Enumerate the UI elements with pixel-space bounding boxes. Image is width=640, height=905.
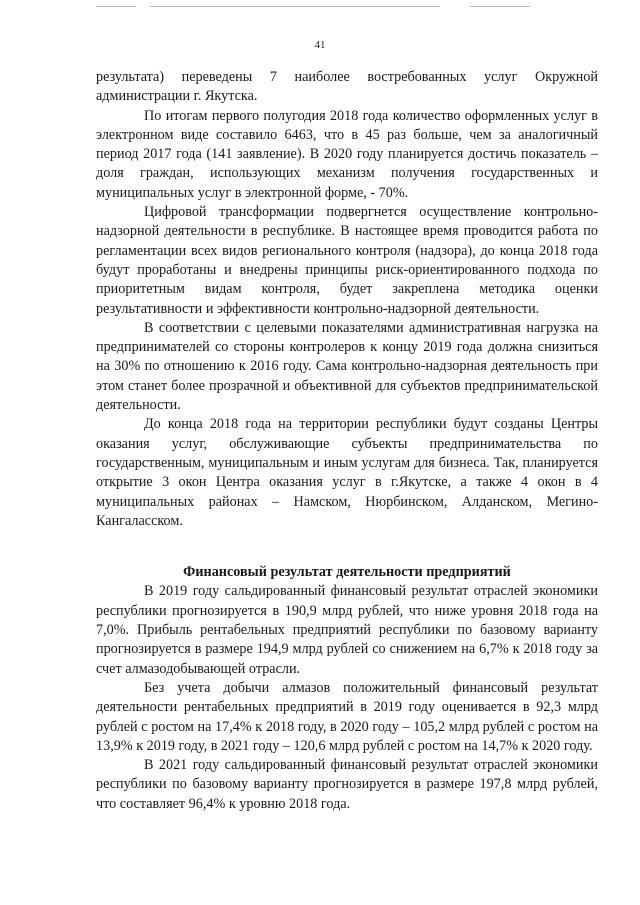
document-body bbox=[96, 68, 598, 814]
paragraph-administrative-load: В соответствии с целевыми показателями административная нагрузка на предпринимателей со стороны контролеров к концу 2019 года должна снизиться на 30% по отношению к 2016 году. Сама контрольно-надзорная деятельность при этом станет более прозрачной и объективной для субъектов предпринимательской деятельности. bbox=[96, 319, 598, 414]
section-heading: Финансовый результат деятельности предприятий bbox=[183, 564, 511, 581]
paragraph-financial-result-2019: В 2019 году сальдированный финансовый результат отраслей экономики республики прогнозируется в 190,9 млрд рублей, что ниже уровня 2018 года на 7,0%. Прибыль рентабельных предприятий республики по базовому варианту прогнозируется в размере 194,9 млрд рублей со снижением на 6,7% к 2018 году за счет алмазодобывающей отрасли. bbox=[96, 583, 598, 677]
paragraph-profitable-enterprises: Без учета добычи алмазов положительный финансовый результат деятельности рентабельных предприятий в 2019 году оценивается в 92,3 млрд рублей с ростом на 17,4% к 2018 году, в 2020 году – 105,2 млрд рублей с ростом на 13,9% к 2019 году, в 2021 году – 120,6 млрд рублей с ростом на 14,7% к 2020 году. bbox=[96, 679, 598, 754]
paragraph-digital-transformation: Цифровой трансформации подвергнется осуществление контрольно-надзорной деятельности в республике. В настоящее время проводится работа по регламентации всех видов регионального контроля (надзора), до конца 2018 года будут проработаны и внедрены принципы риск-ориентированного подхода по приоритетным видам контроля, будет закреплена методика оценки результативности и эффективности контрольно-надзорной деятельности. bbox=[96, 204, 598, 317]
paragraph-electronic-services: По итогам первого полугодия 2018 года количество оформленных услуг в электронном виде составило 6463, что в 45 раз больше, чем за аналогичный период 2017 года (141 заявление). В 2020 году планируется достичь показатель – доля граждан, использующих механизм получения государственных и муниципальных услуг в электронной форме, - 70%. bbox=[96, 107, 598, 201]
scan-artifact-line bbox=[150, 6, 440, 7]
paragraph-continued: результата) переведены 7 наиболее востребованных услуг Окружной администрации г. Якутска. bbox=[96, 69, 598, 105]
page-number: 41 bbox=[314, 39, 326, 51]
paragraph-service-centers: До конца 2018 года на территории республики будут созданы Центры оказания услуг, обслуживающие субъекты предпринимательства по государственным, муниципальным и иным услугам для бизнеса. Так, планируется открытие 3 окон Центра оказания услуг в г.Якутске, а также 4 окон в 4 муниципальных районах – Намском, Нюрбинском, Алданском, Мегино-Кангаласском. bbox=[96, 416, 598, 529]
paragraph-financial-result-2021: В 2021 году сальдированный финансовый результат отраслей экономики республики по базовому варианту прогнозируется в размере 197,8 млрд рублей, что составляет 96,4% к уровню 2018 года. bbox=[96, 757, 598, 812]
scan-artifact-line bbox=[470, 6, 530, 7]
scan-artifact-line bbox=[96, 6, 136, 7]
